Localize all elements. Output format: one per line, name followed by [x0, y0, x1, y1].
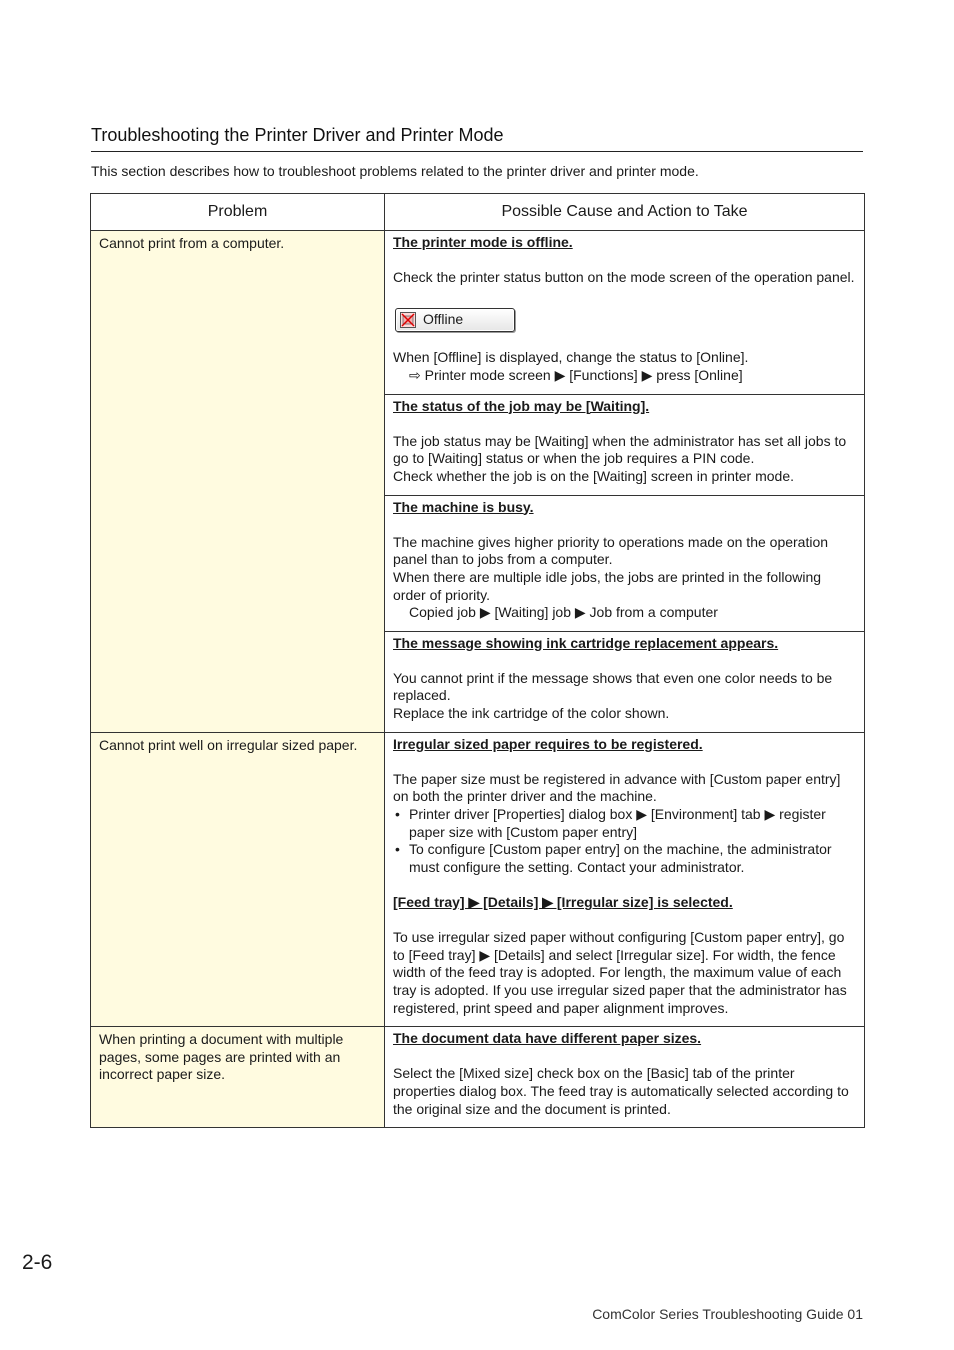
cause-procedure: ⇨ Printer mode screen ▶ [Functions] ▶ press [Online] — [409, 366, 743, 383]
problem-cell: Cannot print well on irregular sized paper. — [91, 732, 385, 1027]
cause-cell — [385, 231, 865, 733]
offline-button-label: Offline — [423, 310, 464, 327]
section-title: Troubleshooting the Printer Driver and Printer Mode — [91, 124, 863, 152]
cause-text: When there are multiple idle jobs, the jobs are printed in the following order of priority. — [393, 568, 822, 603]
problem-cell: When printing a document with multiple pages, some pages are printed with an incorrect paper size. — [91, 1027, 385, 1128]
header-problem: Problem — [91, 194, 385, 231]
cause-cell — [385, 732, 865, 1027]
table-header-row — [91, 194, 865, 231]
cause-text: The job status may be [Waiting] when the administrator has set all jobs to go to [Waiting] status or when the job requires a PIN code. — [393, 432, 847, 467]
troubleshooting-table — [90, 193, 865, 1128]
cause-text: When [Offline] is displayed, change the status to [Online]. — [393, 349, 749, 366]
cause-text: Select the [Mixed size] check box on the [Basic] tab of the printer properties dialog box. The feed tray is automatically selected according to the original size and the document is printed. — [393, 1065, 849, 1117]
cause-title: The status of the job may be [Waiting]. — [393, 397, 650, 414]
cause-title: The document data have different paper sizes. — [393, 1030, 702, 1047]
footer-text: ComColor Series Troubleshooting Guide 01 — [592, 1306, 863, 1322]
cause-title: The message showing ink cartridge replacement appears. — [393, 634, 779, 651]
cause-cell — [385, 1027, 865, 1128]
table-row — [91, 231, 865, 733]
cause-text: Check the printer status button on the mode screen of the operation panel. — [393, 269, 855, 286]
bullet-list — [393, 806, 856, 876]
cause-text: To use irregular sized paper without configuring [Custom paper entry], go to [Feed tray] ▶ [Details] and select [Irregular size]. For width, the fence width of the feed tray is adopted. For length, the maximum value of each tray is adopted. If you use irregular sized paper that the administrator has registered, print speed and paper alignment improves. — [393, 929, 847, 1016]
cause-title: [Feed tray] ▶ [Details] ▶ [Irregular size] is selected. — [393, 894, 733, 910]
cause-title: Irregular sized paper requires to be registered. — [393, 735, 703, 752]
cause-text: Replace the ink cartridge of the color shown. — [393, 705, 670, 722]
intro-text: This section describes how to troubleshoot problems related to the printer driver and printer mode. — [91, 163, 699, 179]
cause-text: You cannot print if the message shows that even one color needs to be replaced. — [393, 669, 833, 704]
cause-text: Check whether the job is on the [Waiting] screen in printer mode. — [393, 467, 795, 484]
cause-block — [385, 631, 864, 732]
cause-text: The paper size must be registered in advance with [Custom paper entry] on both the printer driver and the machine. — [393, 770, 841, 805]
cause-text: The machine gives higher priority to operations made on the operation panel than to jobs from a computer. — [393, 533, 829, 568]
page-number: 2-6 — [22, 1251, 53, 1274]
list-item: • Printer driver [Properties] dialog box ▶ [Environment] tab ▶ register paper size with [Custom paper entry] — [393, 806, 856, 841]
cause-title: The machine is busy. — [393, 498, 534, 515]
table-row — [91, 732, 865, 1027]
printer-offline-icon — [400, 312, 416, 328]
cause-title: The printer mode is offline. — [393, 234, 573, 250]
priority-order: Copied job ▶ [Waiting] job ▶ Job from a computer — [409, 604, 718, 621]
cause-block — [385, 1027, 864, 1127]
cause-block — [385, 733, 864, 1027]
cause-block — [385, 394, 864, 495]
cause-block — [385, 231, 864, 394]
header-cause: Possible Cause and Action to Take — [385, 194, 865, 231]
problem-cell: Cannot print from a computer. — [91, 231, 385, 733]
list-item: • To configure [Custom paper entry] on the machine, the administrator must configure the setting. Contact your administrator. — [393, 841, 856, 876]
table-row — [91, 1027, 865, 1128]
cause-block — [385, 495, 864, 631]
offline-status-button — [395, 308, 515, 332]
